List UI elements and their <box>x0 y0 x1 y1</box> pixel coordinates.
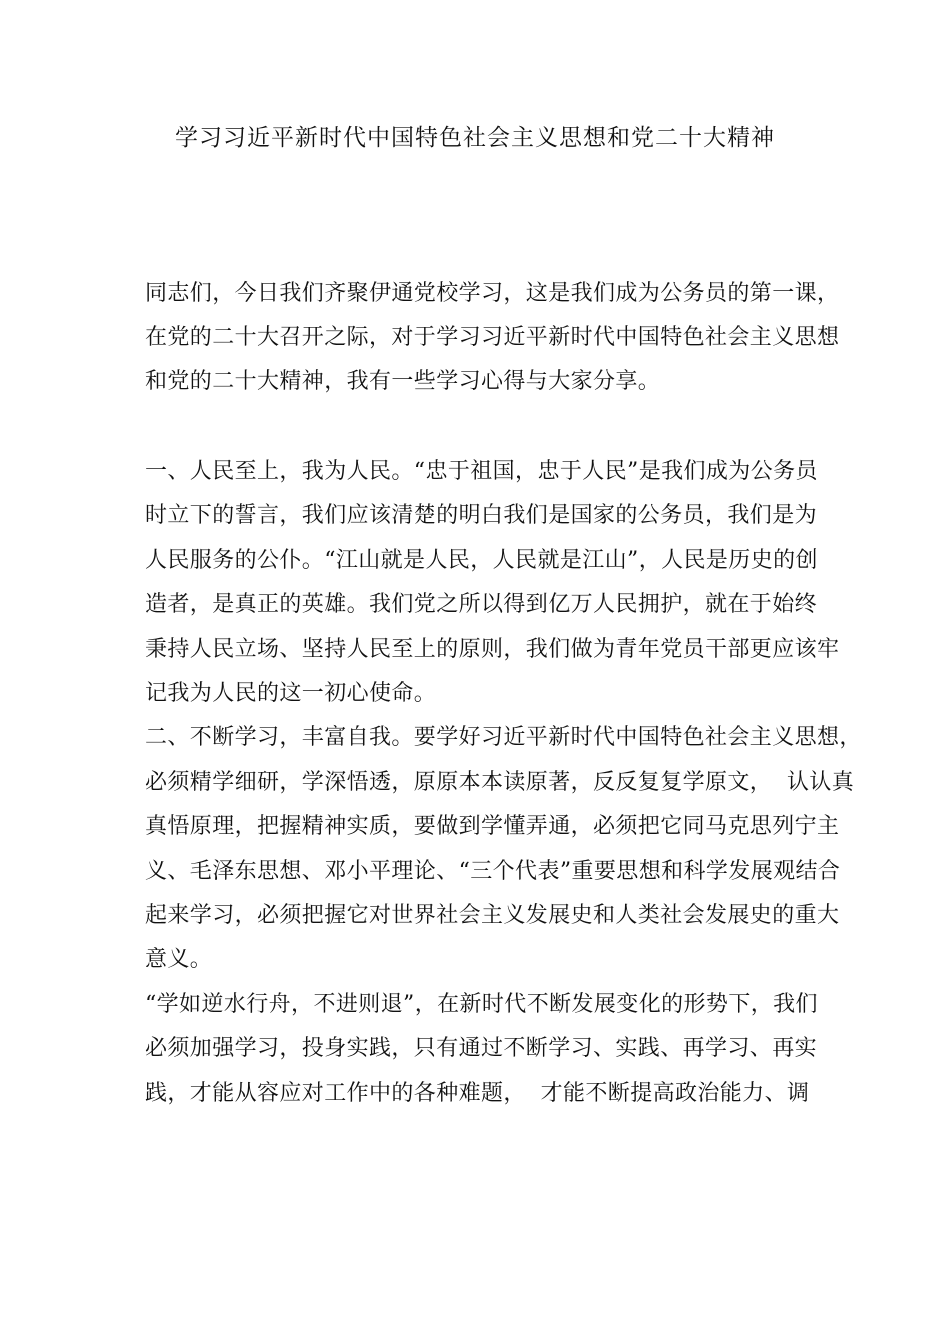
document-title: 学习习近平新时代中国特色社会主义思想和党二十大精神 <box>175 125 775 151</box>
intro-line: 在党的二十大召开之际，对于学习习近平新时代中国特色社会主义思想 <box>145 325 840 350</box>
body-line: 造者，是真正的英雄。我们党之所以得到亿万人民拥护，就在于始终 <box>145 592 818 617</box>
body-line: 秉持人民立场、坚持人民至上的原则，我们做为青年党员干部更应该牢 <box>145 637 840 662</box>
body-line: 义、毛泽东思想、邓小平理论、“三个代表”重要思想和科学发展观结合 <box>145 859 841 884</box>
body-line: 人民服务的公仆。“江山就是人民，人民就是江山”，人民是历史的创 <box>145 548 818 573</box>
body-line: 必须精学细研，学深悟透，原原本本读原著，反反复复学原文， 认认真 <box>145 770 855 795</box>
intro-line: 和党的二十大精神，我有一些学习心得与大家分享。 <box>145 369 661 394</box>
body-line: 时立下的誓言，我们应该清楚的明白我们是国家的公务员，我们是为 <box>145 503 818 528</box>
body-line: 一、人民至上，我为人民。“忠于祖国，忠于人民”是我们成为公务员 <box>145 459 818 484</box>
intro-line: 同志们，今日我们齐聚伊通党校学习，这是我们成为公务员的第一课， <box>145 281 840 306</box>
body-line: 起来学习，必须把握它对世界社会主义发展史和人类社会发展史的重大 <box>145 903 840 928</box>
body-line: “学如逆水行舟，不进则退”，在新时代不断发展变化的形势下，我们 <box>145 992 818 1017</box>
body-line: 意义。 <box>145 947 213 972</box>
body-line: 真悟原理，把握精神实质，要做到学懂弄通，必须把它同马克思列宁主 <box>145 814 840 839</box>
body-line: 记我为人民的这一初心使命。 <box>145 681 437 706</box>
body-line: 必须加强学习，投身实践，只有通过不断学习、实践、再学习、再实 <box>145 1036 818 1061</box>
body-line: 践，才能从容应对工作中的各种难题， 才能不断提高政治能力、调 <box>145 1081 810 1106</box>
body-line: 二、不断学习，丰富自我。要学好习近平新时代中国特色社会主义思想， <box>145 725 862 750</box>
